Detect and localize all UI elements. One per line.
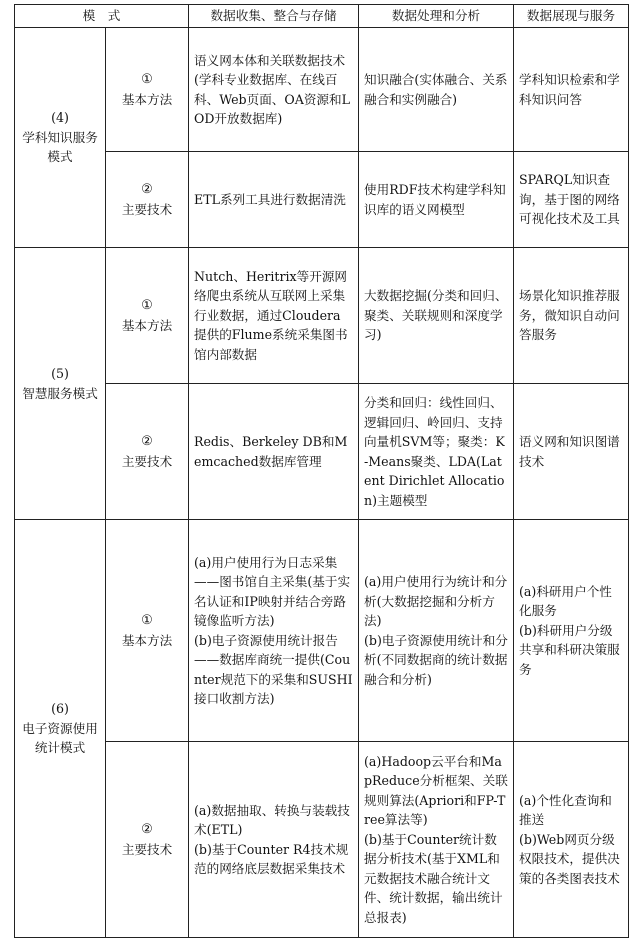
collect-cell: Redis、Berkeley DB和Memcached数据库管理: [189, 384, 359, 520]
sub-number: ②: [141, 182, 153, 197]
sub-number: ②: [141, 434, 153, 449]
table-row: [15, 248, 629, 384]
sub-cell: [106, 742, 189, 938]
header-process: 数据处理和分析: [359, 5, 514, 28]
sub-cell: [106, 248, 189, 384]
collect-cell: (a)用户使用行为日志采集——图书馆自主采集(基于实名认证和IP映射并结合旁路镜像监听方法) (b)电子资源使用统计报告——数据库商统一提供(Counter规范下的采集和SUSHI接口收割方法): [189, 520, 359, 742]
header-present: 数据展现与服务: [514, 5, 629, 28]
sub-cell: [106, 152, 189, 248]
process-cell: 分类和回归：线性回归、逻辑回归、岭回归、支持向量机SVM等；聚类：K-Means聚类、LDA(Latent Dirichlet Allocation)主题模型: [359, 384, 514, 520]
table-row: [15, 384, 629, 520]
mode-number: (4): [51, 110, 69, 126]
sub-number: ②: [141, 822, 153, 837]
sub-number: ①: [141, 298, 153, 313]
sub-number: ①: [141, 72, 153, 87]
process-cell: (a)Hadoop云平台和MapReduce分析框架、关联规则算法(Apriori和FP-Tree算法等) (b)基于Counter统计数据分析技术(基于XML和元数据技术融合统计文件、统计数据，输出统计总报表): [359, 742, 514, 938]
collect-cell: ETL系列工具进行数据清洗: [189, 152, 359, 248]
mode-name: 学科知识服务模式: [22, 129, 98, 165]
sub-label: 主要技术: [121, 841, 173, 857]
present-cell: (a)个性化查询和推送 (b)Web网页分级权限技术，提供决策的各类图表技术: [514, 742, 629, 938]
sub-label: 主要技术: [121, 201, 173, 217]
table-row: [15, 152, 629, 248]
sub-cell: [106, 384, 189, 520]
mode-cell: [15, 248, 106, 520]
sub-number: ①: [141, 613, 153, 628]
sub-label: 基本方法: [121, 632, 173, 648]
sub-cell: [106, 28, 189, 152]
mode-name: 智慧服务模式: [22, 385, 98, 401]
collect-cell: (a)数据抽取、转换与装载技术(ETL) (b)基于Counter R4技术规范的网络底层数据采集技术: [189, 742, 359, 938]
present-cell: 语义网和知识图谱技术: [514, 384, 629, 520]
mode-cell: [15, 520, 106, 938]
mode-name: 电子资源使用统计模式: [22, 720, 98, 756]
sub-label: 基本方法: [121, 317, 173, 333]
present-cell: 学科知识检索和学科知识问答: [514, 28, 629, 152]
mode-cell: [15, 28, 106, 248]
process-cell: 使用RDF技术构建学科知识库的语义网模型: [359, 152, 514, 248]
table-row: [15, 28, 629, 152]
sub-cell: [106, 520, 189, 742]
process-cell: 大数据挖掘(分类和回归、聚类、关联规则和深度学习): [359, 248, 514, 384]
present-cell: (a)科研用户个性化服务 (b)科研用户分级共享和科研决策服务: [514, 520, 629, 742]
services-table: [14, 4, 629, 938]
present-cell: SPARQL知识查询，基于图的网络可视化技术及工具: [514, 152, 629, 248]
mode-number: (5): [51, 366, 69, 381]
collect-cell: Nutch、Heritrix等开源网络爬虫系统从互联网上采集行业数据，通过Cloudera提供的Flume系统采集图书馆内部数据: [189, 248, 359, 384]
header-mode: 模 式: [15, 5, 189, 28]
header-collect: 数据收集、整合与存储: [189, 5, 359, 28]
table-row: [15, 520, 629, 742]
table-header-row: [15, 5, 629, 28]
sub-label: 基本方法: [121, 91, 173, 107]
table-row: [15, 742, 629, 938]
sub-label: 主要技术: [121, 453, 173, 469]
mode-number: (6): [51, 701, 69, 717]
present-cell: 场景化知识推荐服务，微知识自动问答服务: [514, 248, 629, 384]
process-cell: (a)用户使用行为统计和分析(大数据挖掘和分析方法) (b)电子资源使用统计和分析(不同数据商的统计数据融合和分析): [359, 520, 514, 742]
process-cell: 知识融合(实体融合、关系融合和实例融合): [359, 28, 514, 152]
collect-cell: 语义网本体和关联数据技术(学科专业数据库、在线百科、Web页面、OA资源和LOD开放数据库): [189, 28, 359, 152]
